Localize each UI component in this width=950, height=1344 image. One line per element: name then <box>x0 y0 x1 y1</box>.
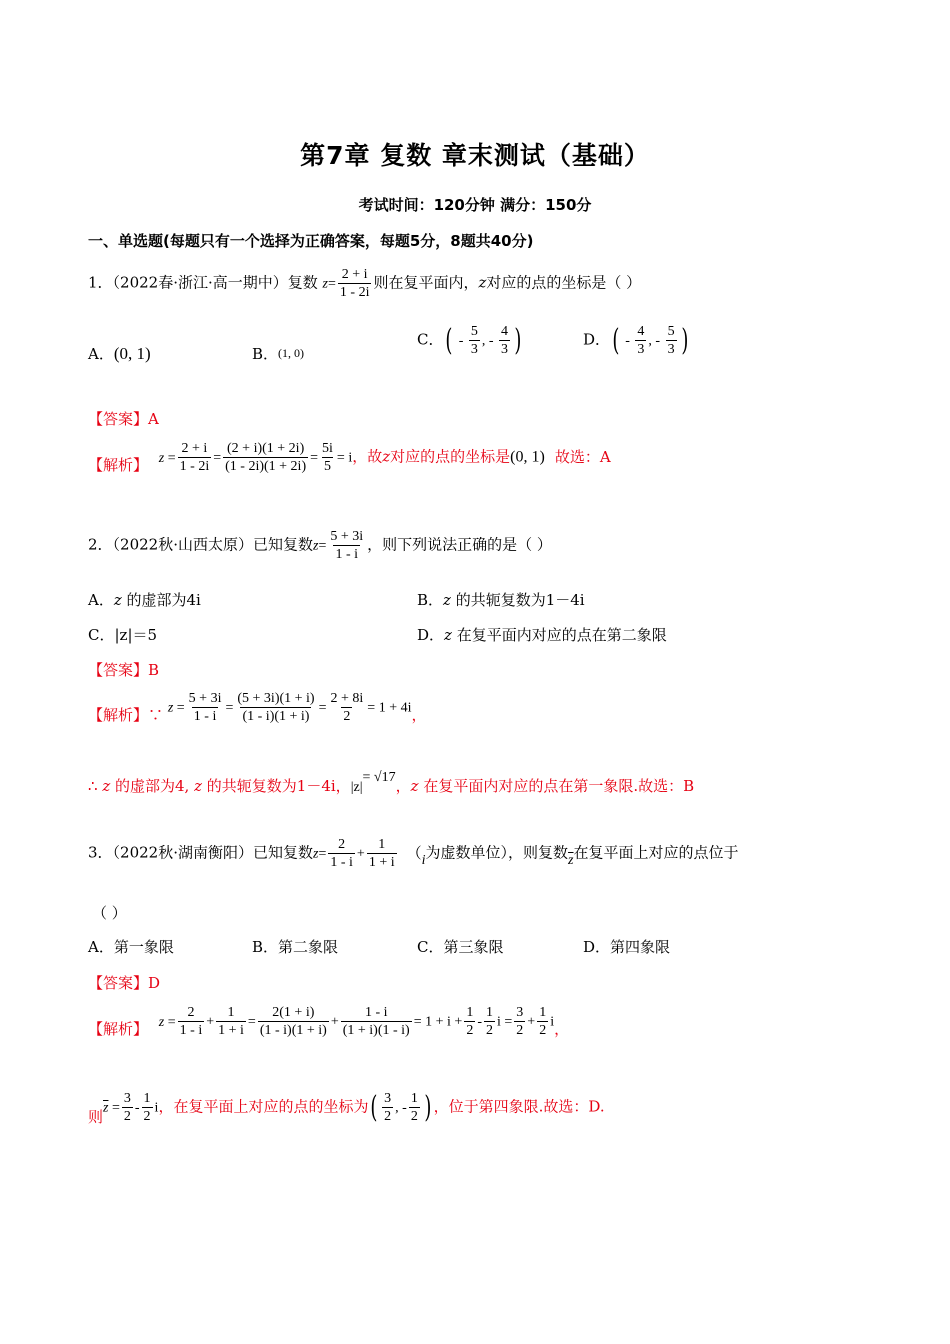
page-title: 第7章 复数 章末测试（基础） <box>300 141 650 170</box>
exam-info: 考试时间：120分钟 满分：150分 <box>358 196 592 214</box>
q2-option-c: C．|z|＝5 <box>88 626 158 644</box>
question-2: 2．（2022秋·山西太原）已知复数z= $\frac{5 + 3i}{1 - i}$ ，则下列说法正确的是（ ） <box>88 529 552 562</box>
q2-option-d: D．z 在复平面内对应的点在第二象限 <box>417 626 667 644</box>
q1-analysis: 【解析】 z = $\frac{2 + i}{1 - 2i}$ = $\frac{(2 + i)(1 + 2i)}{(1 - 2i)(1 + 2i)}$ = $\frac{5i}{5}$ = i，故z对应的点的坐标是(0, 1) 故选：A <box>88 441 611 474</box>
q3-option-c: C．第三象限 <box>417 938 504 956</box>
q3-answer: 【答案】D <box>88 974 161 992</box>
q1-source: （2022春·浙江·高一期中）复数 <box>112 273 318 292</box>
question-1: 1．（2022春·浙江·高一期中）复数 z= $\frac{2 + i}{1 - 2i}$ 则在复平面内，z对应的点的坐标是（ ） <box>88 267 642 300</box>
q3-option-a: A．第一象限 <box>88 938 174 956</box>
q1-option-d: D．( - $\frac{4}{3}$ , - $\frac{5}{3}$ ) <box>583 323 688 358</box>
q2-conclusion: ∴ z 的虚部为4, z 的共轭复数为1－4i，|z|= √17，z 在复平面内对应的点在第一象限.故选：B <box>88 770 695 795</box>
question-3: 3．（2022秋·湖南衡阳）已知复数z= $\frac{2}{1 - i}$ + $\frac{1}{1 + i}$ （i为虚数单位），则复数$\overline{z}$在复平面上对应的点位于 <box>88 837 739 870</box>
q1-fraction: $\frac{2 + i}{1 - 2i}$ <box>339 267 370 300</box>
q3-analysis: 【解析】 z = $\frac{2}{1 - i}$ + $\frac{1}{1 + i}$ = $\frac{2(1 + i)}{(1 - i)(1 + i)}$ + $\frac{1 - i}{(1 + i)(1 - i)}$ = 1 + i + $\frac{1}{2}$ - $\frac{1}{2}$ i = $\frac{3}{2}$ + $\frac{1}{2}$ i， <box>88 1005 570 1038</box>
section-heading: 一、单选题(每题只有一个选择为正确答案，每题5分，8题共40分) <box>88 232 534 250</box>
q3-conclusion: 则$\overline{z}$ = $\frac{3}{2}$ - $\frac{1}{2}$ i，在复平面上对应的点的坐标为( $\frac{3}{2}$ , - $\frac{1}{2}$ ) ，位于第四象限.故选：D. <box>88 1090 605 1126</box>
q2-option-a: A．z 的虚部为4i <box>88 591 201 609</box>
q1-option-c: C．( - $\frac{5}{3}$ , - $\frac{4}{3}$ ) <box>417 323 522 358</box>
q1-z-symbol: z <box>322 276 328 292</box>
q1-option-a: A．(0, 1) <box>88 344 151 363</box>
q3-blank: （ ） <box>92 904 127 922</box>
q1-number: 1． <box>88 273 113 292</box>
q1-answer: 【答案】A <box>88 410 159 428</box>
q2-option-b: B．z 的共轭复数为1－4i <box>417 591 585 609</box>
q2-analysis: 【解析】∵ z = $\frac{5 + 3i}{1 - i}$ = $\frac{(5 + 3i)(1 + i)}{(1 - i)(1 + i)}$ = $\frac{2 + 8i}{2}$ = 1 + 4i， <box>88 691 427 724</box>
q2-answer: 【答案】B <box>88 661 160 679</box>
q1-text: 则在复平面内， <box>373 273 479 292</box>
q3-option-b: B．第二象限 <box>252 938 339 956</box>
q3-option-d: D．第四象限 <box>583 938 671 956</box>
q1-option-b: B．(1, 0) <box>252 345 305 363</box>
q1-z: z <box>478 273 487 292</box>
q1-text2: 对应的点的坐标是（ ） <box>486 273 642 292</box>
